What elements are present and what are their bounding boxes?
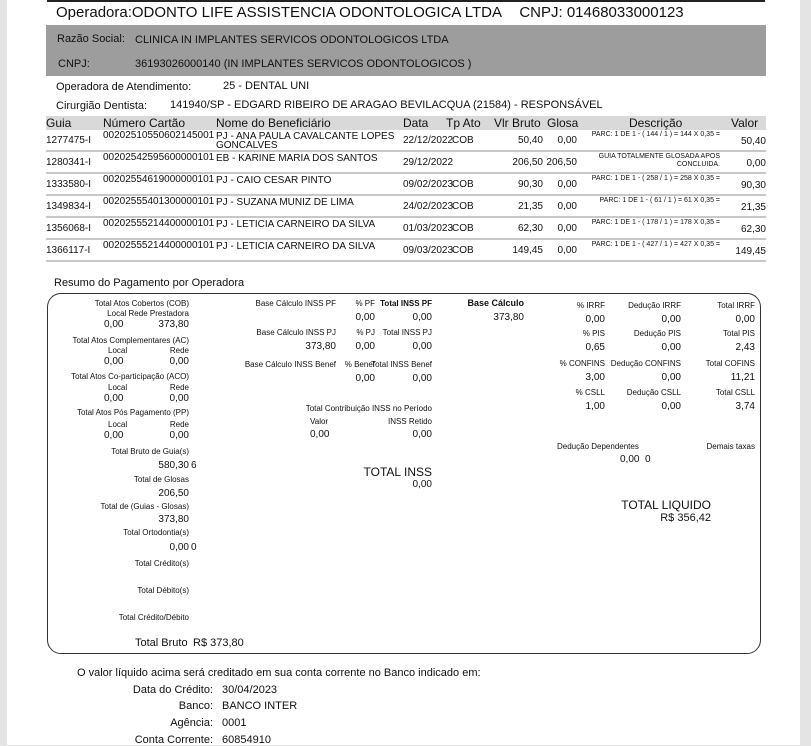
operadora-cnpj-label: CNPJ:	[519, 4, 563, 21]
ac-local-label: Local	[108, 346, 128, 355]
pp-rede-label: Rede	[169, 420, 189, 429]
col-valor: Valor	[731, 116, 759, 130]
row-beneficiario: EB - KARINE MARIA DOS SANTOS	[216, 153, 378, 164]
pis-total-label: Total PIS	[722, 329, 755, 338]
pis-pct: 0,65	[585, 342, 605, 353]
pis-ded-label: Dedução PIS	[633, 329, 681, 338]
col-tp-ato: Tp Ato	[446, 116, 481, 130]
irrf-total: 0,00	[735, 314, 755, 325]
cofins-pct-label: % CONFINS	[559, 359, 605, 368]
data-credito-label: Data do Crédito:	[132, 684, 213, 696]
ac-label: Total Atos Complementares (AC)	[72, 336, 189, 345]
inss-retido: 0,00	[412, 429, 432, 440]
document-page	[7, 0, 800, 745]
razao-social-value: CLINICA IN IMPLANTES SERVICOS ODONTOLOGICOS LTDA	[135, 34, 449, 46]
base-calculo-value: 373,80	[493, 312, 524, 323]
table-row	[46, 196, 766, 218]
row-data: 24/02/2023	[403, 201, 454, 212]
agencia-value: 0001	[222, 717, 247, 729]
pis-total: 2,43	[735, 342, 755, 353]
guias-glosas-value: 373,80	[158, 514, 189, 525]
row-beneficiario-cont: GONCALVES	[216, 140, 278, 151]
csll-total: 3,74	[735, 401, 755, 412]
table-row	[46, 174, 766, 196]
irrf-ded-label: Dedução IRRF	[628, 301, 681, 310]
operadora-label: Operadora:	[56, 4, 132, 21]
bruto-guias-label: Total Bruto de Guia(s)	[111, 447, 189, 456]
row-beneficiario: PJ - ANA PAULA CAVALCANTE LOPES	[216, 131, 395, 142]
cob-label: Total Atos Cobertos (COB)	[94, 299, 189, 308]
razao-social-label: Razão Social:	[57, 33, 125, 45]
cirurgiao-label: Cirurgião Dentista:	[56, 100, 148, 112]
cob-local: 0,00	[104, 319, 124, 330]
row-valor: 0,00	[746, 158, 766, 169]
aco-local: 0,00	[104, 393, 124, 404]
row-vlr-bruto: 149,45	[512, 245, 543, 256]
table-row	[46, 130, 766, 152]
total-liquido-value: R$ 356,42	[660, 512, 711, 524]
row-vlr-bruto: 21,35	[517, 201, 543, 212]
row-descricao: PARC: 1 DE 1 - ( 427 / 1 ) = 427 X 0,35 =	[591, 241, 720, 248]
total-liquido-label: TOTAL LIQUIDO	[621, 498, 711, 512]
row-tp-ato: COB	[452, 245, 474, 256]
row-cartao: 00202542595600000101	[103, 152, 215, 163]
base-pj-label: Base Cálculo INSS PJ	[256, 328, 336, 337]
pct-benef: 0,00	[355, 373, 375, 384]
col-vlr-bruto: Vlr Bruto	[494, 116, 541, 130]
credito-debito-label: Total Crédito/Débito	[118, 613, 189, 622]
base-pf-label: Base Cálculo INSS PF	[255, 299, 336, 308]
pp-rede: 0,00	[169, 430, 189, 441]
row-data: 22/12/2022	[403, 135, 454, 146]
pis-pct-label: % PIS	[582, 329, 605, 338]
irrf-total-label: Total IRRF	[717, 301, 755, 310]
row-guia: 1366117-I	[46, 245, 91, 256]
credito-label: Total Crédito(s)	[134, 559, 189, 568]
csll-pct-label: % CSLL	[575, 388, 605, 397]
row-glosa: 0,00	[557, 179, 577, 190]
base-benef-label: Base Cálculo INSS Benef	[244, 360, 336, 369]
row-data: 09/03/2023	[403, 245, 454, 256]
row-beneficiario: PJ - LETICIA CARNEIRO DA SILVA	[216, 219, 376, 230]
bruto-guias-value: 580,30	[158, 460, 189, 471]
col-beneficiario: Nome do Beneficiário	[216, 116, 331, 130]
base-calculo-label: Base Cálculo	[467, 298, 524, 308]
guias-table	[46, 116, 766, 262]
row-data: 01/03/2023	[403, 223, 454, 234]
inss-retido-label: INSS Retido	[387, 417, 432, 426]
cob-sub: Local Rede Prestadora	[107, 309, 189, 318]
pct-benef-label: % Benef	[344, 360, 375, 369]
row-beneficiario: PJ - SUZANA MUNIZ DE LIMA	[216, 197, 354, 208]
row-valor: 62,30	[740, 224, 766, 235]
pp-local: 0,00	[104, 430, 124, 441]
row-valor: 149,45	[735, 246, 766, 257]
banco-value: BANCO INTER	[222, 700, 298, 712]
total-pj: 0,00	[412, 341, 432, 352]
guias-glosas-label: Total de (Guias - Glosas)	[100, 502, 189, 511]
row-glosa: 206,50	[546, 157, 577, 168]
pct-pj-label: % PJ	[356, 328, 375, 337]
row-glosa: 0,00	[557, 201, 577, 212]
cofins-total: 11,21	[730, 372, 755, 383]
row-guia: 1356068-I	[46, 223, 92, 234]
top-rule	[47, 0, 765, 2]
row-cartao: 00202555214400000101	[103, 218, 215, 229]
aco-local-label: Local	[108, 383, 128, 392]
row-beneficiario: PJ - CAIO CESAR PINTO	[216, 175, 332, 186]
csll-pct: 1,00	[585, 401, 605, 412]
contrib-valor-label: Valor	[310, 417, 329, 426]
contrib-label: Total Contribuição INSS no Período	[305, 404, 432, 413]
operadora-header	[56, 4, 684, 21]
resumo-box	[47, 293, 761, 654]
cob-rede: 373,80	[158, 319, 189, 330]
row-cartao: 00202510550602145001	[103, 130, 215, 141]
ac-local: 0,00	[104, 356, 124, 367]
prestador-cnpj-value: 36193026000140 (IN IMPLANTES SERVICOS ODONTOLOGICOS )	[135, 58, 472, 70]
row-vlr-bruto: 50,40	[517, 135, 543, 146]
base-pj: 373,80	[305, 341, 336, 352]
data-credito-value: 30/04/2023	[222, 684, 278, 696]
dependentes-value: 0,00	[620, 454, 640, 465]
ac-rede-label: Rede	[169, 346, 189, 355]
row-glosa: 0,00	[557, 245, 577, 256]
conta-label: Conta Corrente:	[134, 734, 213, 746]
total-benef: 0,00	[412, 373, 432, 384]
total-pj-label: Total INSS PJ	[382, 328, 432, 337]
total-pf-label: Total INSS PF	[380, 299, 432, 308]
row-valor: 50,40	[740, 136, 766, 147]
debito-label: Total Débito(s)	[137, 586, 189, 595]
row-beneficiario: PJ - LETICIA CARNEIRO DA SILVA	[216, 241, 376, 252]
irrf-pct: 0,00	[585, 314, 605, 325]
row-glosa: 0,00	[557, 223, 577, 234]
row-data: 09/02/2023	[403, 179, 454, 190]
row-descricao: PARC: 1 DE 1 - ( 144 / 1 ) = 144 X 0,35 =	[591, 131, 720, 138]
row-cartao: 00202555214400000101	[103, 240, 215, 251]
banco-label: Banco:	[178, 700, 213, 712]
table-row	[46, 218, 766, 240]
csll-ded-label: Dedução CSLL	[626, 388, 681, 397]
aco-rede-label: Rede	[169, 383, 189, 392]
row-tp-ato: COB	[452, 223, 474, 234]
cofins-pct: 3,00	[585, 372, 605, 383]
irrf-pct-label: % IRRF	[577, 301, 605, 310]
row-tp-ato: COB	[452, 135, 474, 146]
operadora-atendimento-label: Operadora de Atendimento:	[56, 81, 192, 93]
row-descricao-cont: CONCLUIDA.	[676, 161, 720, 168]
row-valor: 21,35	[740, 202, 766, 213]
row-cartao: 00202555401300000101	[103, 196, 215, 207]
table-row	[46, 240, 766, 262]
cofins-ded-label: Dedução CONFINS	[610, 359, 681, 368]
ortodontia-value: 0,00	[169, 542, 189, 553]
cirurgiao-value: 141940/SP - EDGARD RIBEIRO DE ARAGAO BEVILACQUA (21584) - RESPONSÁVEL	[170, 99, 603, 111]
contrib-valor: 0,00	[310, 429, 330, 440]
total-inss-label: TOTAL INSS	[363, 465, 432, 479]
col-descricao: Descrição	[629, 116, 683, 130]
aco-label: Total Atos Co-participação (ACO)	[71, 372, 189, 381]
cofins-ded: 0,00	[661, 372, 681, 383]
resumo-title: Resumo do Pagamento por Operadora	[54, 277, 245, 289]
row-valor: 90,30	[740, 180, 766, 191]
col-data: Data	[403, 116, 429, 130]
pis-ded: 0,00	[661, 342, 681, 353]
cofins-total-label: Total COFINS	[705, 359, 755, 368]
row-guia: 1280341-I	[46, 157, 92, 168]
table-header	[46, 116, 766, 130]
total-bruto-value: R$ 373,80	[193, 637, 244, 649]
total-pf: 0,00	[412, 312, 432, 323]
row-guia: 1349834-I	[46, 201, 92, 212]
row-descricao: PARC: 1 DE 1 - ( 61 / 1 ) = 61 X 0,35 =	[599, 197, 720, 204]
pct-pf-label: % PF	[355, 299, 375, 308]
row-data: 29/12/2022	[403, 157, 454, 168]
csll-ded: 0,00	[661, 401, 681, 412]
credito-message: O valor líquido acima será creditado em sua conta corrente no Banco indicado em:	[77, 667, 481, 679]
row-descricao: PARC: 1 DE 1 - ( 178 / 1 ) = 178 X 0,35 =	[591, 219, 720, 226]
conta-value: 60854910	[222, 734, 271, 746]
operadora-name: ODONTO LIFE ASSISTENCIA ODONTOLOGICA LTDA	[131, 4, 502, 21]
col-glosa: Glosa	[547, 116, 579, 130]
total-bruto-label: Total Bruto	[135, 637, 188, 649]
prestador-cnpj-label: CNPJ:	[58, 58, 90, 70]
table-row	[46, 152, 766, 174]
operadora-atendimento-value: 25 - DENTAL UNI	[223, 80, 310, 92]
ac-rede: 0,00	[169, 356, 189, 367]
row-tp-ato: COB	[452, 179, 474, 190]
pp-label: Total Atos Pós Pagamento (PP)	[76, 408, 189, 417]
total-benef-label: Total INSS Benef	[371, 360, 432, 369]
irrf-ded: 0,00	[661, 314, 681, 325]
aco-rede: 0,00	[169, 393, 189, 404]
row-tp-ato: COB	[452, 201, 474, 212]
row-cartao: 00202554619000000101	[103, 174, 215, 185]
csll-total-label: Total CSLL	[715, 388, 755, 397]
dependentes-label: Dedução Dependentes	[557, 442, 639, 451]
pct-pj: 0,00	[355, 341, 375, 352]
row-vlr-bruto: 206,50	[512, 157, 543, 168]
row-guia: 1333580-I	[46, 179, 92, 190]
row-descricao: PARC: 1 DE 1 - ( 258 / 1 ) = 258 X 0,35 =	[591, 175, 720, 182]
col-guia: Guia	[46, 116, 72, 130]
col-cartao: Número Cartão	[103, 116, 186, 130]
row-vlr-bruto: 62,30	[517, 223, 543, 234]
row-descricao: GUIA TOTALMENTE GLOSADA APOS	[598, 153, 720, 160]
ortodontia-label: Total Ortodontia(s)	[123, 528, 189, 537]
demais-taxas-label: Demais taxas	[706, 442, 755, 451]
dependentes-count: 0	[645, 454, 651, 465]
glosas-value: 206,50	[158, 488, 189, 499]
row-guia: 1277475-I	[46, 135, 92, 146]
row-vlr-bruto: 90,30	[517, 179, 543, 190]
bruto-guias-count: 6	[191, 460, 197, 471]
pct-pf: 0,00	[355, 312, 375, 323]
pp-local-label: Local	[108, 420, 128, 429]
total-inss: 0,00	[412, 479, 432, 490]
glosas-label: Total de Glosas	[133, 475, 189, 484]
ortodontia-count: 0	[191, 542, 197, 553]
operadora-cnpj-value: 01468033000123	[566, 4, 684, 21]
agencia-label: Agência:	[170, 717, 213, 729]
row-glosa: 0,00	[557, 135, 577, 146]
